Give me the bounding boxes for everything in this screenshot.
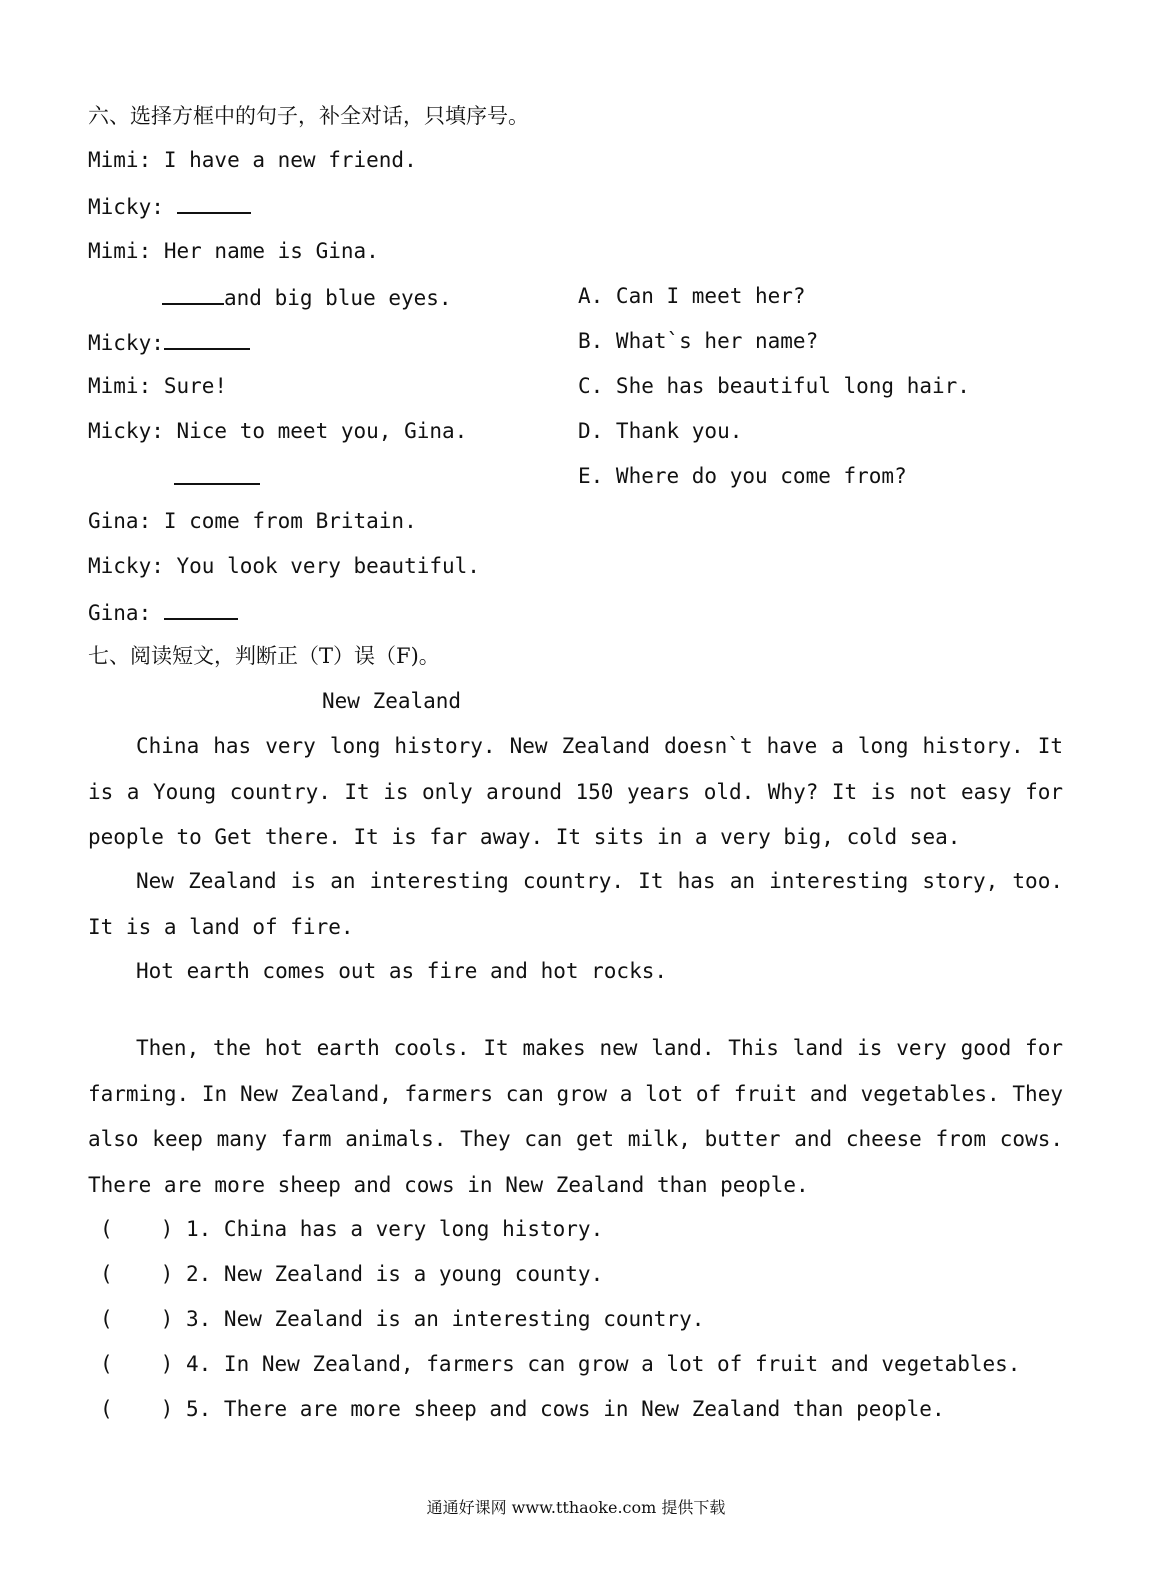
dialogue-line-5 bbox=[88, 326, 250, 358]
answer-blank-1[interactable] bbox=[177, 190, 251, 214]
dialogue-line-7: Micky: Nice to meet you, Gina. bbox=[88, 419, 468, 443]
answer-blank-2[interactable] bbox=[162, 281, 224, 305]
answer-paren-3[interactable]: ( ) bbox=[100, 1307, 174, 1331]
question-text: 1. China has a very long history. bbox=[186, 1217, 604, 1241]
dialogue-speaker: Gina: bbox=[88, 601, 152, 625]
dialogue-line-8 bbox=[88, 461, 260, 493]
question-5 bbox=[100, 1394, 945, 1424]
footer-watermark: 通通好课网 www.tthaoke.com 提供下载 bbox=[426, 1498, 726, 1517]
option-b: B. What`s her name? bbox=[578, 329, 819, 353]
question-2 bbox=[100, 1259, 603, 1289]
dialogue-line-2 bbox=[88, 190, 251, 222]
passage-paragraph-1: China has very long history. New Zealand doesn`t have a long history. It is a Young country. It is only around 150 years old. Why? It is not easy for people to Get there. It is far away. It sits in a very big, cold sea. bbox=[88, 734, 1063, 849]
dialogue-line-9: Gina: I come from Britain. bbox=[88, 509, 417, 533]
question-text: 2. New Zealand is a young county. bbox=[186, 1262, 604, 1286]
answer-blank-3[interactable] bbox=[164, 326, 250, 350]
dialogue-line-10: Micky: You look very beautiful. bbox=[88, 554, 480, 578]
dialogue-line-6: Mimi: Sure! bbox=[88, 374, 228, 398]
question-text: 4. In New Zealand, farmers can grow a lot of fruit and vegetables. bbox=[186, 1352, 1021, 1376]
dialogue-speaker: Micky: bbox=[88, 331, 164, 355]
question-text: 5. There are more sheep and cows in New Zealand than people. bbox=[186, 1397, 945, 1421]
dialogue-speaker: Micky: bbox=[88, 195, 164, 219]
option-e: E. Where do you come from? bbox=[578, 464, 907, 488]
dialogue-line-11 bbox=[88, 596, 238, 628]
dialogue-line-1: Mimi: I have a new friend. bbox=[88, 148, 417, 172]
answer-paren-1[interactable]: ( ) bbox=[100, 1217, 174, 1241]
answer-blank-4[interactable] bbox=[174, 461, 260, 485]
section-6-heading: 六、选择方框中的句子，补全对话，只填序号。 bbox=[88, 104, 529, 128]
answer-paren-2[interactable]: ( ) bbox=[100, 1262, 174, 1286]
passage-paragraph-2: New Zealand is an interesting country. It has an interesting story, too. It is a land of fire. bbox=[88, 869, 1063, 939]
question-text: 3. New Zealand is an interesting country. bbox=[186, 1307, 705, 1331]
option-a: A. Can I meet her? bbox=[578, 284, 806, 308]
question-3 bbox=[100, 1304, 704, 1334]
dialogue-text: and big blue eyes. bbox=[224, 286, 452, 310]
question-4 bbox=[100, 1349, 1020, 1379]
section-7-heading: 七、阅读短文，判断正（T）误（F)。 bbox=[88, 644, 440, 668]
option-c: C. She has beautiful long hair. bbox=[578, 374, 970, 398]
passage-title: New Zealand bbox=[322, 689, 462, 713]
passage-paragraph-4: Then, the hot earth cools. It makes new land. This land is very good for farming. In New Zealand, farmers can grow a lot of fruit and vegetables. They also keep many farm animals. They can get milk, butter and cheese from cows. There are more sheep and cows in New Zealand than people. bbox=[88, 1036, 1063, 1197]
dialogue-line-4 bbox=[88, 281, 452, 313]
question-1 bbox=[100, 1214, 603, 1244]
answer-paren-4[interactable]: ( ) bbox=[100, 1352, 174, 1376]
passage-paragraph-3: Hot earth comes out as fire and hot rocks. bbox=[136, 959, 668, 983]
answer-blank-5[interactable] bbox=[164, 596, 238, 620]
dialogue-line-3: Mimi: Her name is Gina. bbox=[88, 239, 379, 263]
answer-paren-5[interactable]: ( ) bbox=[100, 1397, 174, 1421]
option-d: D. Thank you. bbox=[578, 419, 743, 443]
